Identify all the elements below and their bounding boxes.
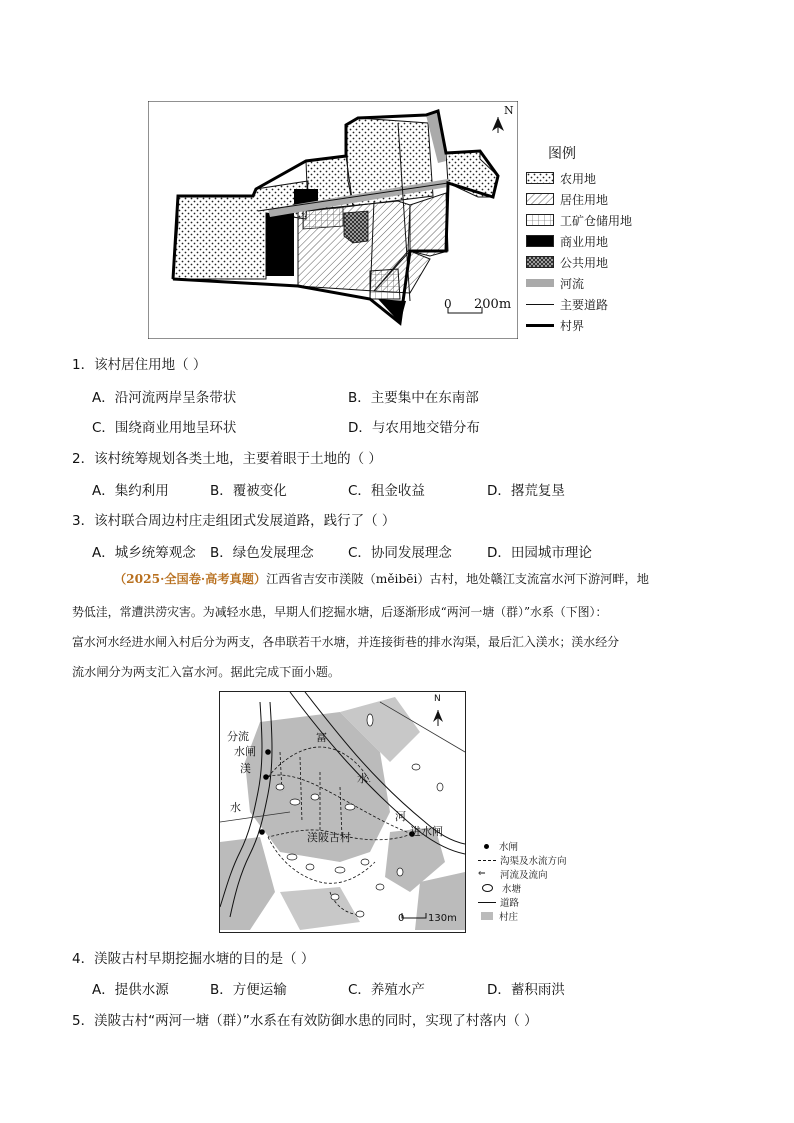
legend-label: 村界 xyxy=(560,318,585,333)
legend-item-road xyxy=(526,296,608,312)
question-1-stem: 1．该村居住用地（ ） xyxy=(72,357,207,373)
question-4-stem: 4．渼陂古村早期挖掘水塘的目的是（ ） xyxy=(72,951,315,967)
legend-item-river xyxy=(526,275,584,291)
label-shui-2: 水 xyxy=(357,772,368,785)
map2-legend-pond xyxy=(478,881,521,895)
legend-item-public xyxy=(526,254,608,270)
q4-option-c[interactable]: C．养殖水产 xyxy=(348,982,425,998)
road-icon xyxy=(478,902,496,903)
legend-item-farmland xyxy=(526,170,596,186)
river-arrow-icon: ⇐ xyxy=(478,868,486,879)
commercial-swatch xyxy=(526,235,554,247)
legend-item-boundary xyxy=(526,317,584,333)
scale-value: 200m xyxy=(474,297,512,312)
label-fenliu-2: 水闸 xyxy=(234,745,256,758)
q1-option-c[interactable]: C．围绕商业用地呈环状 xyxy=(92,420,237,436)
land-use-map xyxy=(148,101,518,339)
q4-option-a[interactable]: A．提供水源 xyxy=(92,982,169,998)
label-fenliu-1: 分流 xyxy=(227,730,249,743)
legend-label: 水闸 xyxy=(499,842,519,853)
label-inlet: 进水闸 xyxy=(410,825,443,838)
legend-label: 村庄 xyxy=(499,912,519,923)
label-fu: 富 xyxy=(316,731,327,744)
q4-option-d[interactable]: D．蓄积雨洪 xyxy=(487,982,565,998)
village-swatch xyxy=(481,912,493,920)
public-swatch xyxy=(526,256,554,268)
legend-label: 居住用地 xyxy=(560,192,609,207)
intro-line-1 xyxy=(114,570,649,587)
intro-text-1: 江西省吉安市渼陂（měibēi）古村，地处赣江支流富水河下游河畔，地 xyxy=(266,572,649,586)
label-he: 河 xyxy=(395,810,406,823)
map2-legend-canal xyxy=(478,853,567,867)
legend-label: 公共用地 xyxy=(560,255,609,270)
q3-option-d[interactable]: D．田园城市理论 xyxy=(487,545,592,561)
road-swatch xyxy=(526,304,554,305)
map2-legend-road xyxy=(478,895,519,909)
source-tag: （2025·全国卷·高考真题） xyxy=(114,572,267,586)
land-use-map-graphic xyxy=(148,101,518,339)
label-village: 渼陂古村 xyxy=(307,831,351,844)
boundary-swatch xyxy=(526,324,554,327)
legend-label: 主要道路 xyxy=(560,297,609,312)
q2-option-b[interactable]: B．覆被变化 xyxy=(210,483,287,499)
q2-option-c[interactable]: C．租金收益 xyxy=(348,483,425,499)
q2-option-a[interactable]: A．集约利用 xyxy=(92,483,169,499)
legend-label: 农用地 xyxy=(560,171,597,186)
map2-north: N xyxy=(434,694,441,704)
residential-swatch xyxy=(526,193,554,205)
legend-item-residential xyxy=(526,191,608,207)
intro-line-2: 势低洼，常遭洪涝灾害。为减轻水患，早期人们挖掘水塘，后逐渐形成“两河一塘（群）”水系（下图）： xyxy=(72,605,608,619)
q3-option-c[interactable]: C．协同发展理念 xyxy=(348,545,452,561)
water-system-map xyxy=(219,691,466,933)
q4-option-b[interactable]: B．方便运输 xyxy=(210,982,287,998)
q1-option-d[interactable]: D．与农用地交错分布 xyxy=(348,420,480,436)
q1-option-a[interactable]: A．沿河流两岸呈条带状 xyxy=(92,390,237,406)
map2-legend-river xyxy=(478,867,548,881)
legend-title: 图例 xyxy=(548,146,576,162)
industrial-swatch xyxy=(526,214,554,226)
legend-label: 沟渠及水流方向 xyxy=(500,856,567,867)
legend-label: 商业用地 xyxy=(560,234,609,249)
pond-icon xyxy=(482,884,493,892)
map2-legend-village xyxy=(478,909,518,923)
map2-scale-zero: 0 xyxy=(398,913,405,924)
intro-line-3: 富水河水经进水闸入村后分为两支，各串联若干水塘，并连接街巷的排水沟渠，最后汇入渼水；渼水经分 xyxy=(72,635,619,649)
scale-zero: 0 xyxy=(444,297,452,311)
river-swatch xyxy=(526,279,554,287)
water-system-graphic xyxy=(220,692,465,932)
legend-label: 道路 xyxy=(500,898,520,909)
q3-option-a[interactable]: A．城乡统筹观念 xyxy=(92,545,196,561)
canal-icon xyxy=(478,860,496,861)
intro-line-4: 流水闸分为两支汇入富水河。据此完成下面小题。 xyxy=(72,665,341,679)
q2-option-d[interactable]: D．撂荒复垦 xyxy=(487,483,565,499)
sluice-icon xyxy=(484,844,489,849)
label-shui: 水 xyxy=(230,801,241,814)
legend-label: 水塘 xyxy=(502,884,522,895)
legend-label: 工矿仓储用地 xyxy=(560,213,633,228)
q1-option-b[interactable]: B．主要集中在东南部 xyxy=(348,390,479,406)
question-5-stem: 5．渼陂古村“两河一塘（群）”水系在有效防御水患的同时，实现了村落内（ ） xyxy=(72,1013,538,1029)
farmland-swatch xyxy=(526,172,554,184)
north-label: N xyxy=(504,104,514,117)
legend-label: 河流及流向 xyxy=(500,870,548,881)
legend-item-industrial xyxy=(526,212,632,228)
map2-legend-sluice xyxy=(478,839,518,853)
map2-scale-value: 130m xyxy=(428,913,457,924)
q3-option-b[interactable]: B．绿色发展理念 xyxy=(210,545,314,561)
label-mei: 渼 xyxy=(240,762,251,775)
legend-item-commercial xyxy=(526,233,608,249)
question-2-stem: 2．该村统筹规划各类土地，主要着眼于土地的（ ） xyxy=(72,451,382,467)
question-3-stem: 3．该村联合周边村庄走组团式发展道路，践行了（ ） xyxy=(72,513,396,529)
legend-label: 河流 xyxy=(560,276,585,291)
